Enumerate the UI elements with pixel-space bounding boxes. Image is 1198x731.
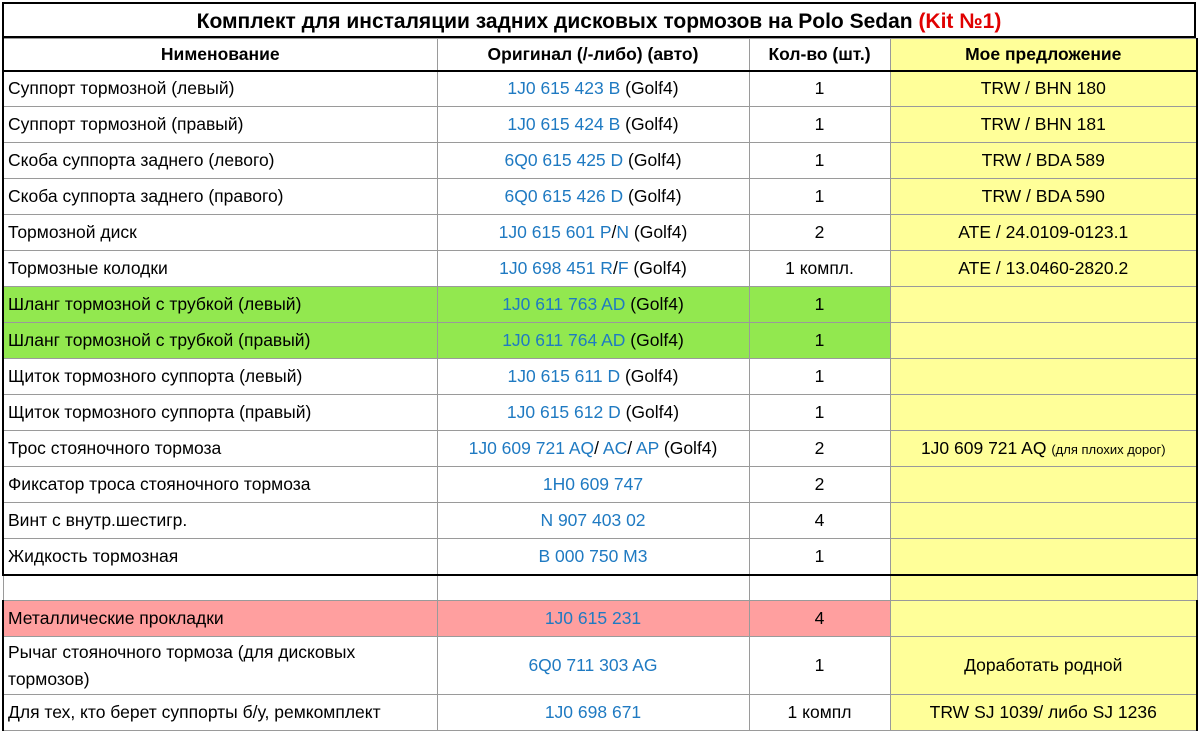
suggestion-text: TRW SJ 1039/ либо SJ 1236 [929, 702, 1157, 722]
cell-original[interactable] [437, 503, 749, 539]
separator: / [627, 438, 636, 458]
table-row [3, 107, 1197, 143]
original-part-number: 6Q0 711 303 AG [528, 655, 658, 675]
original-part-variant: AP [635, 438, 660, 458]
vehicle-model: (Golf4) [620, 366, 679, 386]
spacer-cell[interactable] [437, 575, 749, 601]
spacer-cell[interactable] [3, 575, 437, 601]
cell-suggestion[interactable] [890, 539, 1197, 575]
cell-suggestion[interactable] [890, 503, 1197, 539]
table-row [3, 143, 1197, 179]
table-row [3, 179, 1197, 215]
cell-name[interactable] [3, 601, 437, 637]
part-name: Тормозной диск [8, 222, 137, 242]
cell-quantity[interactable] [749, 251, 890, 287]
table-row [3, 215, 1197, 251]
cell-name[interactable] [3, 431, 437, 467]
original-part-number: 1J0 611 764 AD [502, 330, 626, 350]
original-part-number: 1J0 615 601 P [498, 222, 612, 242]
quantity: 1 компл [787, 702, 852, 722]
cell-suggestion[interactable] [890, 359, 1197, 395]
main-rows [3, 71, 1197, 575]
vehicle-model: (Golf4) [620, 402, 680, 422]
original-part-number: B 000 750 M3 [538, 545, 648, 566]
table-row [3, 287, 1197, 323]
cell-suggestion[interactable] [890, 287, 1197, 323]
vehicle-model: (Golf4) [620, 78, 679, 99]
table-row [3, 539, 1197, 575]
header-name[interactable]: Нименование [3, 39, 437, 71]
separator: / [594, 438, 603, 458]
separator: / [612, 258, 618, 278]
quantity: 1 [814, 366, 825, 386]
table-row [3, 467, 1197, 503]
quantity: 1 [814, 78, 825, 99]
cell-suggestion[interactable] [890, 601, 1197, 637]
cell-quantity[interactable] [749, 503, 890, 539]
quantity: 2 [814, 438, 825, 458]
cell-original[interactable] [437, 431, 749, 467]
quantity: 1 [814, 402, 825, 422]
original-part-number: 1J0 611 763 AD [502, 294, 626, 314]
cell-suggestion[interactable] [890, 467, 1197, 503]
cell-name[interactable] [3, 251, 437, 287]
part-name: Рычаг стояночного тормоза (для дисковых тормозов) [8, 641, 356, 689]
part-name: Металлические прокладки [8, 608, 224, 628]
vehicle-model: (Golf4) [659, 438, 718, 458]
cell-original[interactable] [437, 287, 749, 323]
quantity: 2 [814, 474, 825, 494]
cell-name[interactable] [3, 71, 437, 107]
part-name: Фиксатор троса стояночного тормоза [8, 474, 311, 494]
title-kit: (Kit №1) [918, 10, 1002, 33]
cell-quantity[interactable] [749, 215, 890, 251]
title-main: Комплект для инсталяции задних дисковых тормозов на Polo Sedan [196, 10, 919, 33]
cell-name[interactable] [3, 107, 437, 143]
cell-original[interactable] [437, 143, 749, 179]
header-original[interactable]: Оригинал (/-либо) (авто) [437, 39, 749, 71]
vehicle-model: (Golf4) [625, 294, 684, 314]
quantity: 1 [814, 150, 825, 170]
cell-original[interactable] [437, 251, 749, 287]
spreadsheet [2, 2, 1196, 731]
cell-suggestion[interactable] [890, 637, 1197, 695]
header-row [3, 39, 1197, 71]
cell-suggestion[interactable] [890, 323, 1197, 359]
spacer-row [3, 575, 1197, 601]
cell-original[interactable] [437, 215, 749, 251]
original-part-number: 1J0 615 231 [544, 608, 642, 628]
quantity: 1 [814, 330, 825, 350]
cell-name[interactable] [3, 359, 437, 395]
quantity: 1 [814, 294, 825, 314]
cell-name[interactable] [3, 539, 437, 575]
cell-quantity[interactable] [749, 395, 890, 431]
cell-name[interactable] [3, 287, 437, 323]
table-row [3, 431, 1197, 467]
table-row [3, 601, 1197, 637]
cell-quantity[interactable] [749, 431, 890, 467]
vehicle-model: (Golf4) [623, 186, 682, 206]
cell-suggestion[interactable] [890, 215, 1197, 251]
part-name: Щиток тормозного суппорта (левый) [8, 366, 303, 386]
cell-suggestion[interactable] [890, 395, 1197, 431]
cell-original[interactable] [437, 695, 749, 731]
cell-original[interactable] [437, 323, 749, 359]
table-row [3, 503, 1197, 539]
cell-suggestion[interactable] [890, 431, 1197, 467]
header-suggestion[interactable]: Мое предложение [890, 39, 1197, 71]
suggestion-text: ATE / 13.0460-2820.2 [958, 258, 1129, 278]
cell-original[interactable] [437, 395, 749, 431]
cell-suggestion[interactable] [890, 143, 1197, 179]
original-part-variant: N [616, 222, 630, 242]
cell-suggestion[interactable] [890, 107, 1197, 143]
part-name: Шланг тормозной с трубкой (правый) [8, 330, 311, 350]
part-name: Суппорт тормозной (правый) [8, 114, 244, 134]
suggestion-text: Доработать родной [964, 655, 1123, 675]
cell-name[interactable] [3, 143, 437, 179]
original-part-variant: F [617, 258, 629, 278]
original-part-number: 1J0 615 611 D [507, 366, 621, 386]
cell-name[interactable] [3, 503, 437, 539]
original-part-number: 1J0 698 671 [544, 702, 642, 722]
table-row [3, 359, 1197, 395]
vehicle-model: (Golf4) [623, 150, 682, 170]
part-name: Скоба суппорта заднего (правого) [8, 186, 284, 206]
cell-original[interactable] [437, 71, 749, 107]
cell-name[interactable] [3, 695, 437, 731]
quantity: 1 [814, 114, 825, 134]
original-part-number: 1J0 615 424 B [507, 114, 621, 134]
parts-table [2, 38, 1198, 731]
part-name: Винт с внутр.шестигр. [8, 510, 188, 530]
cell-quantity[interactable] [749, 323, 890, 359]
vehicle-model: (Golf4) [629, 222, 688, 242]
table-row [3, 71, 1197, 107]
original-part-number: 1J0 615 612 D [506, 402, 621, 422]
cell-quantity[interactable] [749, 359, 890, 395]
cell-name[interactable] [3, 467, 437, 503]
quantity: 1 компл. [785, 258, 854, 278]
original-part-number: 1J0 615 423 B [507, 78, 621, 99]
quantity: 1 [814, 545, 825, 566]
cell-name[interactable] [3, 323, 437, 359]
cell-quantity[interactable] [749, 637, 890, 695]
quantity: 4 [814, 608, 825, 628]
original-part-number: 1H0 609 747 [542, 474, 644, 494]
suggestion-text: ATE / 24.0109-0123.1 [958, 222, 1129, 242]
original-part-number: 1J0 609 721 AQ [468, 438, 595, 458]
original-part-number: N 907 403 02 [540, 510, 646, 530]
cell-original[interactable] [437, 359, 749, 395]
quantity: 1 [814, 186, 825, 206]
table-row [3, 637, 1197, 695]
cell-original[interactable] [437, 539, 749, 575]
suggestion-text: TRW / BHN 180 [980, 78, 1106, 99]
header-quantity[interactable]: Кол-во (шт.) [749, 39, 890, 71]
cell-quantity[interactable] [749, 601, 890, 637]
table-row [3, 323, 1197, 359]
original-part-variant: AC [602, 438, 628, 458]
sheet-title [2, 2, 1196, 38]
part-name: Шланг тормозной с трубкой (левый) [8, 294, 302, 314]
suggestion-text: TRW / BDA 589 [981, 150, 1105, 170]
cell-suggestion[interactable] [890, 251, 1197, 287]
vehicle-model: (Golf4) [628, 258, 687, 278]
vehicle-model: (Golf4) [625, 330, 684, 350]
cell-suggestion[interactable] [890, 695, 1197, 731]
cell-original[interactable] [437, 601, 749, 637]
cell-name[interactable] [3, 179, 437, 215]
extra-rows [3, 601, 1197, 731]
spacer-cell[interactable] [890, 575, 1197, 601]
cell-name[interactable] [3, 637, 437, 695]
cell-suggestion[interactable] [890, 71, 1197, 107]
spacer-cell[interactable] [749, 575, 890, 601]
table-row [3, 251, 1197, 287]
cell-name[interactable] [3, 215, 437, 251]
quantity: 4 [814, 510, 825, 530]
separator: / [611, 222, 617, 242]
original-part-number: 1J0 698 451 R [499, 258, 613, 278]
suggestion-text: TRW / BDA 590 [981, 186, 1105, 206]
original-part-number: 6Q0 615 426 D [504, 186, 624, 206]
part-name: Щиток тормозного суппорта (правый) [8, 402, 312, 422]
cell-name[interactable] [3, 395, 437, 431]
cell-quantity[interactable] [749, 179, 890, 215]
table-row [3, 695, 1197, 731]
suggestion-text: TRW / BHN 181 [980, 114, 1106, 134]
cell-original[interactable] [437, 107, 749, 143]
part-name: Суппорт тормозной (левый) [8, 78, 235, 99]
part-name: Скоба суппорта заднего (левого) [8, 150, 275, 170]
cell-suggestion[interactable] [890, 179, 1197, 215]
part-name: Трос стояночного тормоза [8, 438, 222, 458]
cell-quantity[interactable] [749, 287, 890, 323]
cell-quantity[interactable] [749, 107, 890, 143]
part-name: Тормозные колодки [8, 258, 168, 278]
vehicle-model: (Golf4) [620, 114, 679, 134]
table-row [3, 395, 1197, 431]
cell-original[interactable] [437, 637, 749, 695]
quantity: 2 [814, 222, 825, 242]
part-name: Жидкость тормозная [8, 545, 179, 566]
cell-quantity[interactable] [749, 695, 890, 731]
suggestion-text: 1J0 609 721 AQ [920, 438, 1052, 458]
part-name: Для тех, кто берет суппорты б/у, ремкомплект [8, 702, 381, 722]
cell-quantity[interactable] [749, 467, 890, 503]
cell-quantity[interactable] [749, 71, 890, 107]
cell-quantity[interactable] [749, 539, 890, 575]
original-part-number: 6Q0 615 425 D [504, 150, 624, 170]
cell-original[interactable] [437, 179, 749, 215]
cell-quantity[interactable] [749, 143, 890, 179]
cell-original[interactable] [437, 467, 749, 503]
suggestion-note: (для плохих дорог) [1051, 442, 1166, 457]
quantity: 1 [814, 655, 825, 675]
